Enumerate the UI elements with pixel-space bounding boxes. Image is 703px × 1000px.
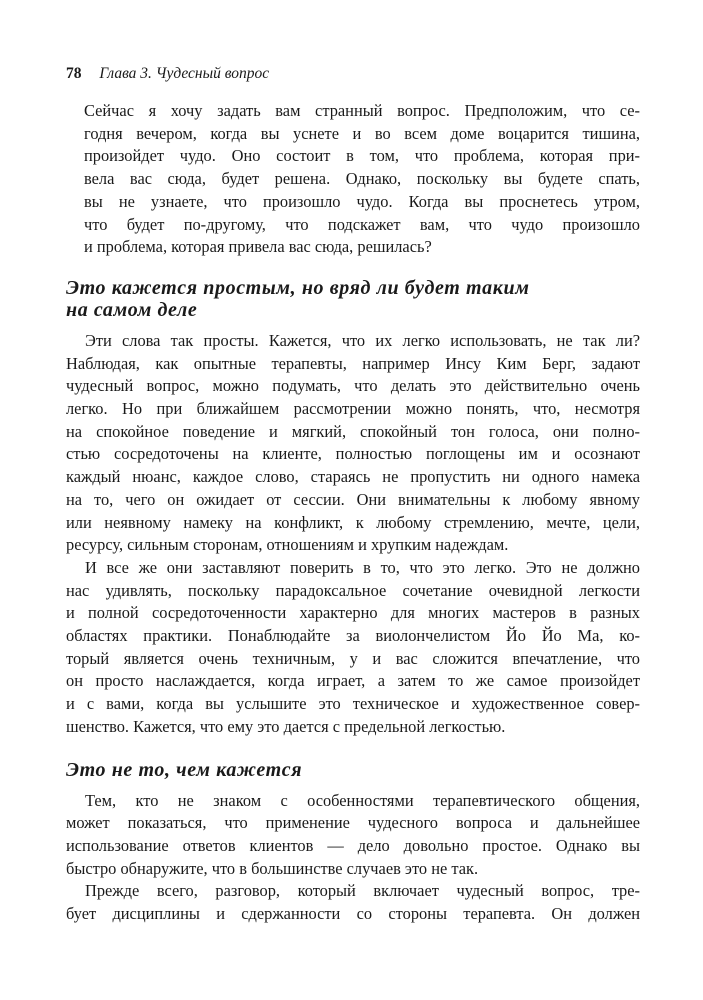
text-line: чудесный вопрос, можно подумать, что делать это действительно очень xyxy=(66,376,640,396)
text-line: быстро обнаружите, что в большинстве случаев это не так. xyxy=(66,858,479,878)
text-line: стью сосредоточены на клиенте, полностью поглощены им и осознают xyxy=(66,444,640,464)
text-line: нас удивлять, поскольку парадоксальное сочетание очевидной легкости xyxy=(66,580,640,600)
text-line: использование ответов клиентов — дело довольно простое. Однако вы xyxy=(66,835,640,855)
text-line: он просто наслаждается, когда играет, а затем то же самое произойдет xyxy=(66,671,640,691)
paragraph-therapeutic-communication xyxy=(66,790,640,881)
text-line: Прежде всего, разговор, который включает чудесный вопрос, тре- xyxy=(85,881,640,901)
text-line: произойдет чудо. Оно состоит в том, что проблема, которая при- xyxy=(84,146,640,166)
text-line: торый является очень техничным, у и вас сложится впечатление, что xyxy=(66,648,640,668)
text-line: областях практики. Понаблюдайте за виолончелистом Йо Йо Ма, ко- xyxy=(66,626,640,646)
running-header xyxy=(66,64,640,84)
heading-line: Это не то, чем кажется xyxy=(66,758,303,781)
section-heading-simple xyxy=(66,277,640,321)
text-line: шенство. Кажется, что ему это дается с предельной легкостью. xyxy=(66,716,506,736)
text-line: ресурсу, сильным сторонам, отношениям и хрупким надеждам. xyxy=(66,535,509,555)
text-line: на то, чего он ожидает от сессии. Они внимательны к любому явному xyxy=(66,489,640,509)
text-line: и проблема, которая привела вас сюда, решилась? xyxy=(84,237,432,257)
text-line: может показаться, что применение чудесного вопроса и дальнейшее xyxy=(66,813,640,833)
text-line: легко. Но при ближайшем рассмотрении можно понять, что, несмотря xyxy=(66,399,640,419)
paragraph-words-simple xyxy=(66,330,640,557)
text-line: годня вечером, когда вы уснете и во всем доме воцарится тишина, xyxy=(84,123,640,143)
text-line: что будет по-другому, что подскажет вам, что чудо произошло xyxy=(84,214,640,234)
text-line: каждый нюанс, каждое слово, стараясь не пропустить ни одного намека xyxy=(66,467,640,487)
text-line: Сейчас я хочу задать вам странный вопрос. Предположим, что се- xyxy=(84,101,640,120)
paragraph-discipline xyxy=(66,880,640,925)
text-line: или неявному намеку на конфликт, к любому стремлению, мечте, цели, xyxy=(66,512,640,532)
paragraph-yo-yo-ma xyxy=(66,557,640,739)
text-line: вы не узнаете, что произошло чудо. Когда вы проснетесь утром, xyxy=(84,191,640,211)
heading-line: на самом деле xyxy=(66,298,198,321)
text-line: И все же они заставляют поверить в то, что это легко. Это не должно xyxy=(85,557,640,577)
text-line: бует дисциплины и сдержанности со стороны терапевта. Он должен xyxy=(66,904,640,924)
text-line: Тем, кто не знаком с особенностями терапевтического общения, xyxy=(85,790,640,810)
section-heading-not-what-it-seems xyxy=(66,759,640,781)
text-line: и полной сосредоточенности характерно для многих мастеров в разных xyxy=(66,603,640,623)
text-line: Эти слова так просты. Кажется, что их легко использовать, не так ли? xyxy=(85,330,640,350)
text-line: и с вами, когда вы услышите это техническое и художественное совер- xyxy=(66,694,640,714)
page-number: 78 xyxy=(66,65,82,82)
heading-line: Это кажется простым, но вряд ли будет таким xyxy=(66,276,530,299)
text-line: на спокойное поведение и мягкий, спокойный тон голоса, они полно- xyxy=(66,421,640,441)
text-line: Наблюдая, как опытные терапевты, например Инсу Ким Берг, задают xyxy=(66,353,640,373)
chapter-title: Глава 3. Чудесный вопрос xyxy=(99,65,270,82)
text-line: вела вас сюда, будет решена. Однако, поскольку вы будете спать, xyxy=(84,169,640,189)
paragraph-miracle-question xyxy=(84,100,640,259)
page-body xyxy=(66,100,640,926)
